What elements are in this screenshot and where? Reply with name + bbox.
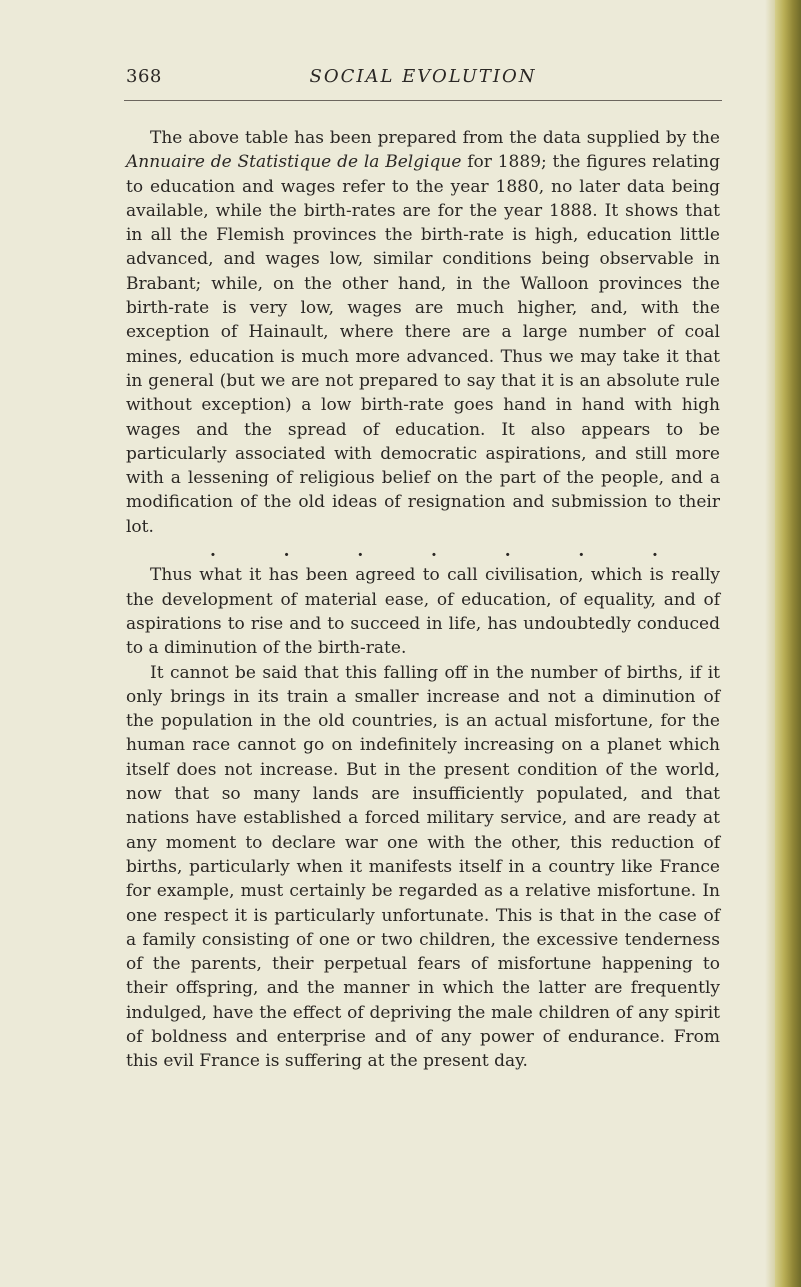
source-title: Annuaire de Statistique de la Belgique (126, 152, 462, 173)
ellipsis-dot: . (652, 541, 658, 562)
paragraph-3: It cannot be said that this falling off in the number of births, if it only brings in its train a smaller increase and not a diminution of the population in the old countries, is an actual misfortune, for the human race cannot go on indefinitely increasing on a planet which itself does not increase. But in the present condition of the world, now that so many lands are insufficiently populated, and that nations have established a forced military service, and are ready at any moment to declare war one with the other, this reduction of births, particularly when it manifests itself in a country like France for example, must certainly be regarded as a relative misfortune. In one respect it is particularly unfortunate. This is that in the case of a family consisting of one or two children, the excessive tenderness of the parents, their perpetual fears of misfortune happening to their offspring, and the manner in which the latter are frequently indulged, have the effect of depriving the male children of any spirit of boldness and enterprise and of any power of endurance. From this evil France is suffering at the present day. (126, 662, 720, 1072)
ellipsis-separator (126, 539, 720, 563)
header-divider (124, 100, 722, 101)
ellipsis-dot: . (283, 541, 290, 562)
ellipsis-dot: . (357, 541, 364, 562)
paragraph-2: Thus what it has been agreed to call civilisation, which is really the development of material ease, of education, of equality, and of aspirations to rise and to succeed in life, has undoubtedly conduced to a diminution of the birth-rate. (126, 565, 720, 659)
ellipsis-dot: . (578, 541, 585, 562)
paragraph-1-post: for 1889; the figures relating to education and wages refer to the year 1880, no later data being available, while the birth-rates are for the year 1888. It shows that in all the Flemish provinces the birth-rate is high, education little advanced, and wages low, similar conditions being observable in Brabant; while, on the other hand, in the Walloon provinces the birth-rate is very low, wages are much higher, and, with the exception of Hainault, where there are a large number of coal mines, education is much more advanced. Thus we may take it that in general (but we are not prepared to say that it is an absolute rule without exception) a low birth-rate goes hand in hand with high wages and the spread of education. It also appears to be particularly associated with democratic aspirations, and still more with a lessening of religious belief on the part of the people, and a modification of the old ideas of resignation and submission to their lot. (126, 152, 720, 537)
ellipsis-dot: . (504, 541, 511, 562)
body-text (126, 126, 720, 1074)
ellipsis-dot: . (431, 541, 437, 562)
ellipsis-dot: . (210, 541, 216, 562)
page-header (126, 66, 720, 98)
running-title: SOCIAL EVOLUTION (309, 66, 537, 87)
paragraph-1 (126, 126, 720, 539)
page-edge (775, 0, 801, 1287)
page-gutter-shadow (765, 0, 775, 1287)
paragraph-1-pre: The above table has been prepared from the data supplied by the (150, 128, 720, 148)
page-number: 368 (126, 66, 162, 87)
